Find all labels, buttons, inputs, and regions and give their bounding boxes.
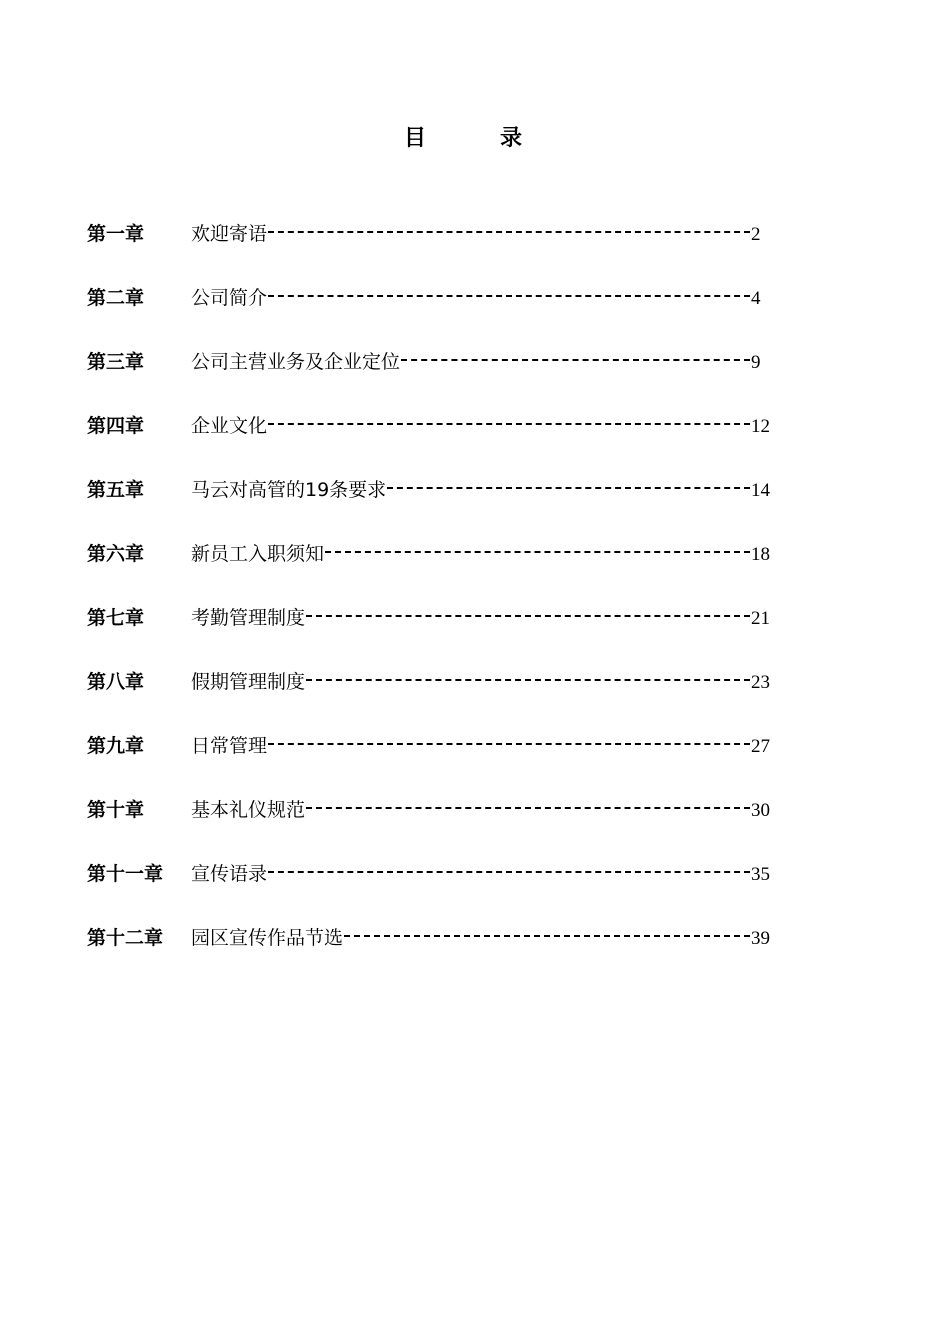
chapter-title: 新员工入职须知: [191, 543, 325, 565]
chapter-title: 日常管理: [191, 735, 268, 757]
page-number: 39: [751, 928, 770, 949]
toc-entry: [87, 857, 787, 921]
dot-leader: [306, 615, 750, 617]
chapter-title: 马云对高管的19条要求: [191, 479, 387, 501]
chapter-number: 第二章: [87, 287, 145, 309]
chapter-number: 第五章: [87, 479, 145, 501]
toc-entry: [87, 217, 787, 281]
dot-leader: [325, 551, 750, 553]
page-number: 30: [751, 800, 770, 821]
toc-heading: 目 录: [403, 126, 548, 151]
toc-entry: [87, 729, 787, 793]
toc-entry: [87, 281, 787, 345]
toc-entry: [87, 537, 787, 601]
toc-entry: [87, 345, 787, 409]
chapter-title: 基本礼仪规范: [191, 799, 306, 821]
chapter-number: 第六章: [87, 543, 145, 565]
dot-leader: [344, 935, 750, 937]
chapter-title: 宣传语录: [191, 863, 268, 885]
chapter-title: 园区宣传作品节选: [191, 927, 344, 949]
toc-entry: [87, 473, 787, 537]
toc-list: [87, 217, 787, 985]
chapter-title: 公司简介: [191, 287, 268, 309]
dot-leader: [268, 743, 750, 745]
dot-leader: [268, 231, 750, 233]
chapter-title: 假期管理制度: [191, 671, 306, 693]
page-number: 12: [751, 416, 770, 437]
toc-entry: [87, 921, 787, 985]
chapter-title: 企业文化: [191, 415, 268, 437]
page-number: 21: [751, 608, 770, 629]
page-number: 14: [751, 480, 770, 501]
chapter-title: 考勤管理制度: [191, 607, 306, 629]
toc-entry: [87, 601, 787, 665]
page-number: 27: [751, 736, 770, 757]
chapter-title: 公司主营业务及企业定位: [191, 351, 401, 373]
dot-leader: [401, 359, 750, 361]
dot-leader: [306, 679, 750, 681]
page-number: 23: [751, 672, 770, 693]
chapter-number: 第十二章: [87, 927, 164, 949]
chapter-number: 第八章: [87, 671, 145, 693]
chapter-number: 第七章: [87, 607, 145, 629]
chapter-number: 第十章: [87, 799, 145, 821]
chapter-number: 第九章: [87, 735, 145, 757]
toc-entry: [87, 665, 787, 729]
page-number: 2: [751, 224, 761, 245]
dot-leader: [268, 295, 750, 297]
page-number: 9: [751, 352, 761, 373]
dot-leader: [268, 423, 750, 425]
page-number: 18: [751, 544, 770, 565]
chapter-number: 第四章: [87, 415, 145, 437]
chapter-number: 第十一章: [87, 863, 164, 885]
chapter-number: 第一章: [87, 223, 145, 245]
dot-leader: [387, 487, 750, 489]
page-number: 4: [751, 288, 761, 309]
chapter-number: 第三章: [87, 351, 145, 373]
toc-entry: [87, 793, 787, 857]
page-number: 35: [751, 864, 770, 885]
toc-entry: [87, 409, 787, 473]
dot-leader: [268, 871, 750, 873]
chapter-title: 欢迎寄语: [191, 223, 268, 245]
dot-leader: [306, 807, 750, 809]
